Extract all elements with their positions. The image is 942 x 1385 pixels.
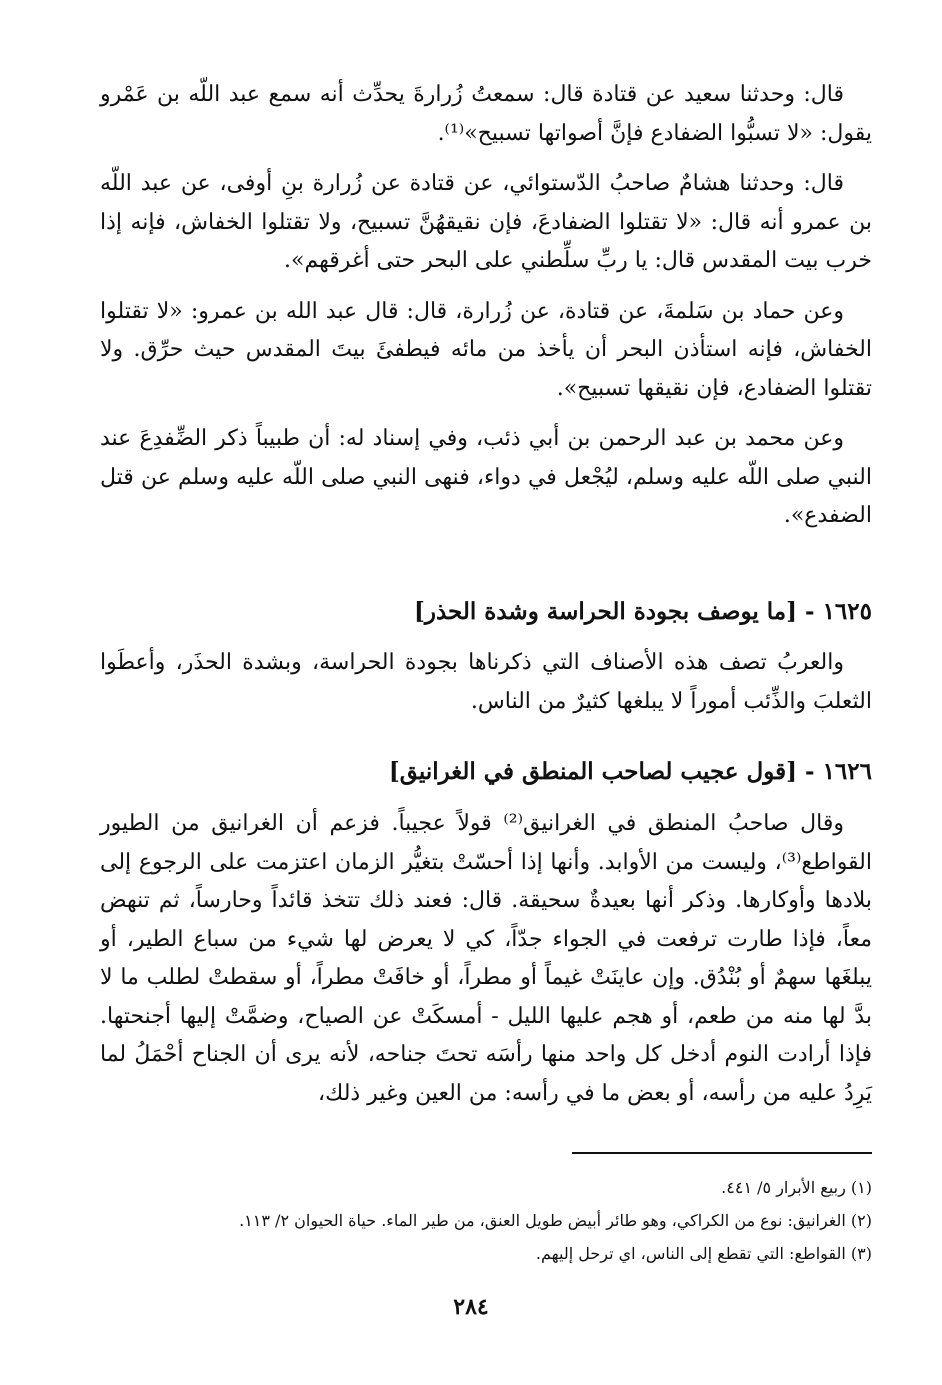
section-heading-1625: ١٦٢٥ - [ما يوصف بجودة الحراسة وشدة الحذر] (413, 598, 872, 625)
paragraph-1626: وقال صاحبُ المنطق في الغرانيق⁽²⁾ قولاً عجيباً. فزعم أن الغرانيق من الطيور القواطع⁽³⁾، وليست من الأوابد. وأنها إذا أحسّتْ بتغيُّر الزمان اعتزمت على الرجوع إلى بلادها وأوكارها. وذكر أنها بعيدةٌ سحيقة. قال: فعند ذلك تتخذ قائداً وحارساً، ثم تنهض معاً، فإذا طارت ترفعت في الجواء جدّاً، كي لا يعرض لها شيء من سباع الطير، أو يبلغَها سهمٌ أو بُنْدُق. وإن عاينَتْ غيماً أو مطراً، أو خافَتْ مطراً، أو سقطتْ لطلب ما لا بدَّ لها منه من طعم، أو هجم عليها الليل - أمسكَتْ عن الصياح، وضمَّتْ إليها أجنحتها. فإذا أرادت النوم أدخل كل واحد منها رأسَه تحتَ جناحه، لأنه يرى أن الجناح أحْمَلُ لما يَرِدُ عليه من رأسه، أو بعض ما في رأسه: من العين وغير ذلك، (100, 811, 872, 1106)
paragraph-2: قال: وحدثنا هشامٌ صاحبُ الدّستوائي، عن قتادة عن زُرارة بنِ أوفى، عن عبد اللّه بن عمرو أنه قال: «لا تقتلوا الضفادعَ، فإن نقيقهُنَّ تسبيح، ولا تقتلوا الخفاش، فإنه إذا خرب بيت المقدس قال: يا ربِّ سلِّطني على البحر حتى أغرقهم». (100, 171, 872, 273)
footnote-1: (١) ربيع الأبرار ٥/ ٤٤١. (721, 1178, 872, 1197)
paragraph-1625: والعربُ تصف هذه الأصناف التي ذكرناها بجودة الحراسة، وبشدة الحذَر، وأعطَوا الثعلبَ والذِّئب أموراً لا يبلغها كثيرٌ من الناس. (100, 650, 872, 714)
footnotes (100, 1171, 872, 1270)
paragraph-4: وعن محمد بن عبد الرحمن بن أبي ذئب، وفي إسناد له: أن طبيباً ذكر الضِّفدِعَ عند النبي صلى اللّه عليه وسلم، ليُجْعل في دواء، فنهى النبي صلى اللّه عليه وسلم عن قتل الضفدع». (100, 426, 872, 528)
top-paragraphs (100, 76, 872, 536)
paragraph-1: قال: وحدثنا سعيد عن قتادة قال: سمعتُ زُرارةَ يحدِّث أنه سمع عبد اللّه بن عَمْرو يقول: «لا تسبُّوا الضفادع فإنَّ أصواتها تسبيح»⁽¹⁾. (100, 82, 872, 146)
paragraph-3: وعن حماد بن سَلمةَ، عن قتادة، عن زُرارة، قال: قال عبد الله بن عمرو: «لا تقتلوا الخفاش، فإنه استأذن البحر أن يأخذ من مائه فيطفئَ بيتَ المقدس حيث حرِّق. ولا تقتلوا الضفادع، فإن نقيقها تسبيح». (100, 298, 873, 401)
section-1625-body (100, 644, 872, 721)
page-number: ٢٨٤ (453, 1294, 489, 1320)
footnote-separator (572, 1152, 872, 1154)
footnote-2: (٢) الغرانيق: نوع من الكراكي، وهو طائر أبيض طويل العنق، من طير الماء. حياة الحيوان ٢/ ١١٣. (239, 1211, 872, 1230)
section-heading-1626: ١٦٢٦ - [قول عجيب لصاحب المنطق في الغرانيق] (388, 758, 872, 785)
footnote-3: (٣) القواطع: التي تقطع إلى الناس، اي ترحل إليهم. (535, 1244, 872, 1263)
section-1626-body (100, 805, 872, 1113)
